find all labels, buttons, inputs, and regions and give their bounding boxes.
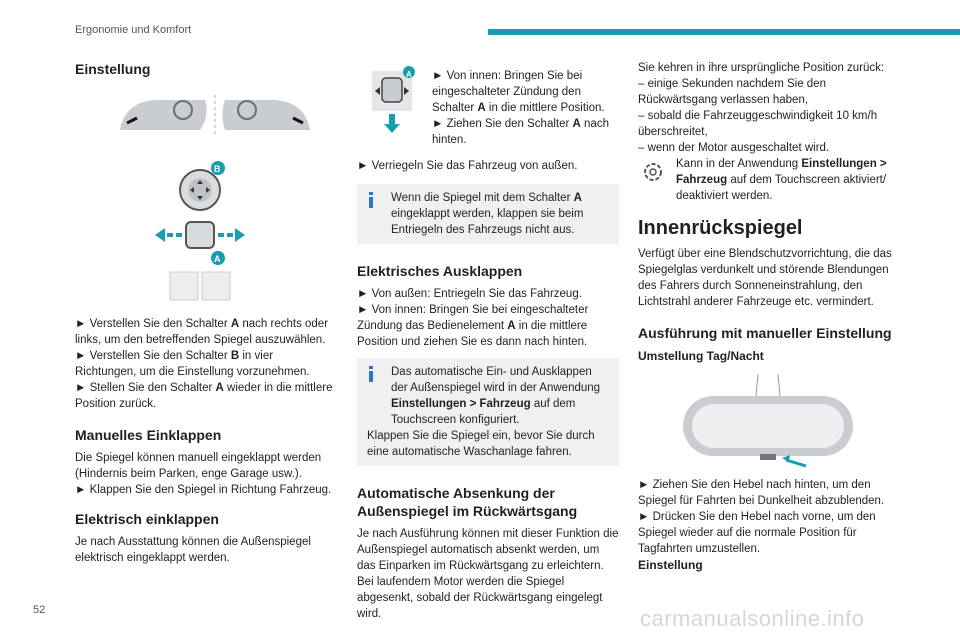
unfold-text: ► Von außen: Entriegeln Sie das Fahrzeug. ► Von innen: Bringen Sie bei eingeschalteter Zündung das Bedienelement A in die mittlere Position und ziehen Sie es dann nach hinten. [357,288,589,348]
manual-text: Die Spiegel können manuell eingeklappt werden (Hindernis beim Parken, enge Garage usw.). ► Klappen Sie den Spiegel in Richtung Fahrzeug. [75,452,332,496]
lock-text: ► Verriegeln Sie das Fahrzeug von außen. [357,160,578,172]
label-a-fold: A [406,70,412,79]
rearview-mirror-icon [678,374,858,469]
config-note: Kann in der Anwendung Einstellungen > Fahrzeug auf dem Touchscreen aktiviert/ deaktiviert werden. [638,156,900,204]
auto-text: Je nach Ausführung können mit dieser Funktion die Außenspiegel automatisch absenkt werden, um das Einparken im Rückwärtsgang zu erleichtern. Bei laufendem Motor werden die Spiegel abgesenkt, sobald der Rückwärtsgang eingelegt wird. [357,528,619,620]
section-title-absenkung: Automatische Absenkung der Außenspiegel im Rückwärtsgang [357,485,578,519]
note-fold: Wenn die Spiegel mit dem Schalter A eingeklappt werden, klappen sie beim Entriegeln des Fahrzeugs nicht aus. [357,184,619,244]
label-b: B [214,164,221,174]
column-3 [638,60,900,573]
instructions-einstellung: ► Verstellen Sie den Schalter A nach rechts oder links, um den betreffenden Spiegel auszuwählen. ► Verstellen Sie den Schalter B in vier Richtungen, um die Einstellung vorzunehmen. ► Stellen Sie den Schalter A wieder in die mittlere Position zurück. [75,318,333,410]
rearview-mirror-illustration [678,374,900,469]
subtitle-tag-nacht: Umstellung Tag/Nacht [638,349,764,363]
section-title-manuell: Manuelles Einklappen [75,427,222,443]
section-title-manuelle-einstellung: Ausführung mit manueller Einstellung [638,325,892,341]
info-icon [367,192,375,208]
section-title-ausklappen: Elektrisches Ausklappen [357,263,523,279]
column-1 [75,60,337,566]
mirror-switch-icon [145,160,275,310]
section-title-innenspiegel: Innenrückspiegel [638,217,803,239]
header-accent-bar [488,29,960,35]
fold-instructions: A ► Von innen: Bringen Sie bei eingeschalteter Zündung den Schalter A in die mittlere Position. ► Ziehen Sie den Schalter A nach hinten. [357,60,619,148]
subtitle-einstellung: Einstellung [638,558,703,572]
gear-icon [638,158,668,186]
inner-text: Verfügt über eine Blendschutzvorrichtung, die das Spiegelglas verdunkelt und störende Blendungen des Fahrers durch Sonneneinstrahlung, den Lichtstrahl anderer Fahrzeuge etc. vermindert. [638,248,892,308]
section-title-elektrisch: Elektrisch einklappen [75,511,219,527]
watermark: carmanualsonline.info [640,606,865,631]
label-a: A [214,254,221,264]
switch-illustration [145,160,275,310]
electric-text: Je nach Ausstattung können die Außenspiegel elektrisch eingeklappt werden. [75,536,311,564]
column-2 [357,60,619,622]
mirror-illustration [115,90,337,140]
note-auto: Das automatische Ein- und Ausklappen der Außenspiegel wird in der Anwendung Einstellungen > Fahrzeug auf dem Touchscreen konfiguriert. Klappen Sie die Spiegel ein, bevor Sie durch eine automatische Waschanlage fahren. [357,358,619,466]
section-title-einstellung: Einstellung [75,61,151,77]
return-text: Sie kehren in ihre ursprüngliche Position zurück: – einige Sekunden nachdem Sie den Rückwärtsgang verlassen haben, – sobald die Fahrzeuggeschwindigkeit 10 km/h überschreitet, – wenn der Motor ausgeschaltet wird. [638,62,885,154]
running-header: Ergonomie und Komfort [75,24,192,36]
info-icon [367,366,375,382]
page-number: 52 [33,604,46,616]
lever-text: ► Ziehen Sie den Hebel nach hinten, um den Spiegel für Fahrten bei Dunkelheit abzublenden. ► Drücken Sie den Hebel nach vorne, um den Spiegel wieder auf die normale Position für Tagfahrten umzustellen. [638,479,885,555]
mirror-pair-icon [115,90,315,140]
